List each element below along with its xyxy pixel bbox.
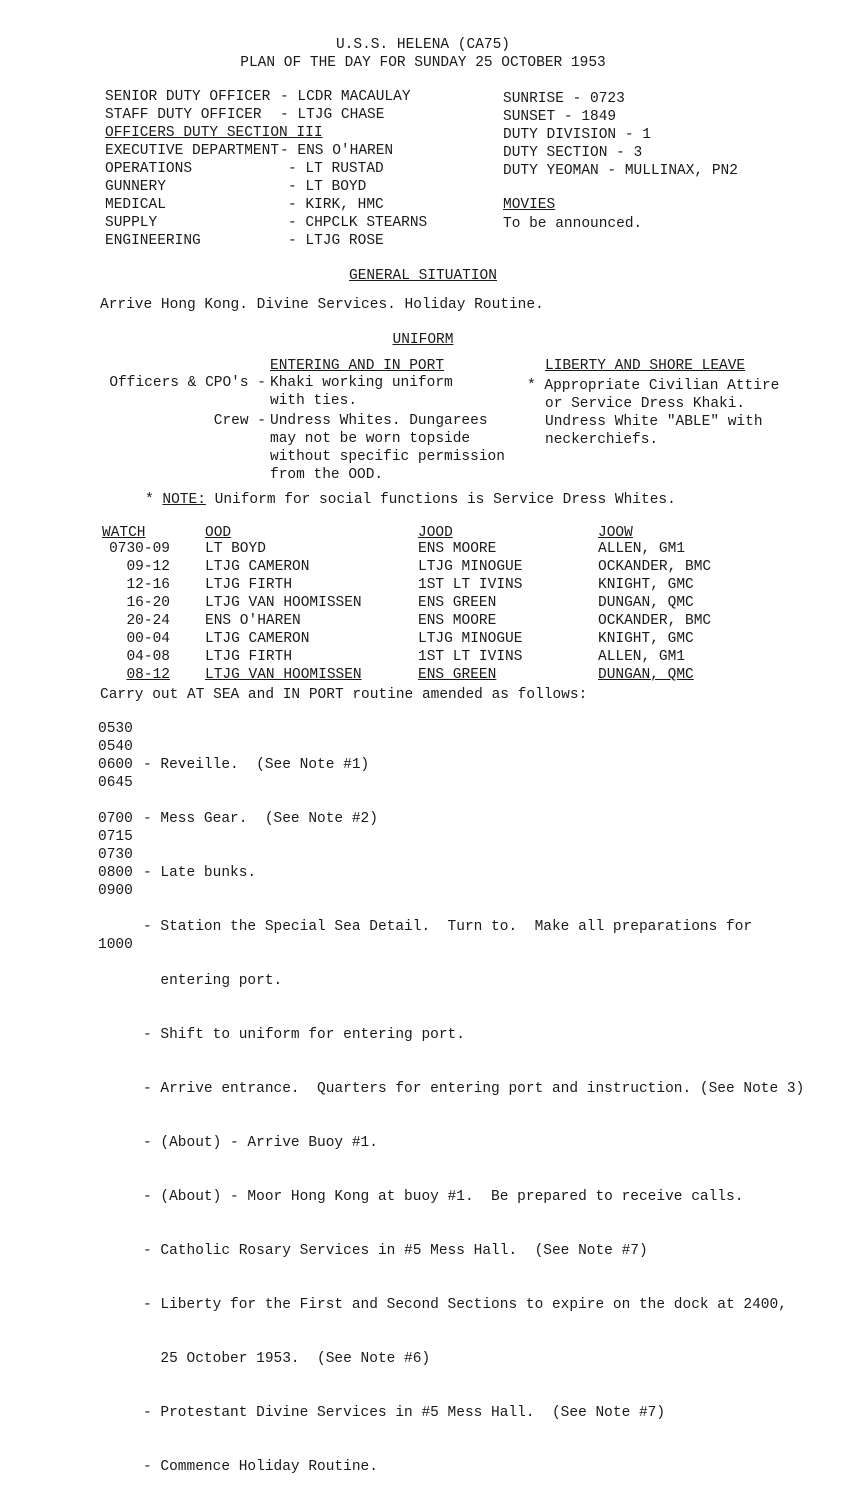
routine-intro: Carry out AT SEA and IN PORT routine amended as follows: <box>100 687 588 703</box>
table-cell: ENS GREEN <box>418 667 497 683</box>
duty-roster-names <box>280 88 427 250</box>
table-cell: 1ST LT IVINS <box>418 577 523 593</box>
roster-role: OPERATIONS <box>105 161 193 177</box>
roster-role: GUNNERY <box>105 179 166 195</box>
table-cell: DUNGAN, QMC <box>598 595 694 611</box>
liberty-uniform-line: or Service Dress Khaki. <box>545 396 746 412</box>
port-uniform-heading: ENTERING AND IN PORT <box>270 358 445 374</box>
table-cell: LT BOYD <box>205 541 266 557</box>
routine-entry: - Shift to uniform for entering port. <box>143 1027 465 1043</box>
movies-text: To be announced. <box>503 216 643 232</box>
crew-uniform-line: from the OOD. <box>270 467 384 483</box>
table-cell: ENS MOORE <box>418 541 497 557</box>
crew-uniform <box>270 412 505 484</box>
table-cell: ALLEN, GM1 <box>598 541 686 557</box>
roster-name: - LTJG CHASE <box>280 107 385 123</box>
routine-entry: - Commence Holiday Routine. <box>143 1459 378 1475</box>
table-cell: 0730-09 <box>109 541 170 557</box>
officers-uniform-line: Khaki working uniform <box>270 375 453 391</box>
routine-entry: entering port. <box>143 973 283 989</box>
table-cell: ENS O'HAREN <box>205 613 301 629</box>
table-cell: LTJG CAMERON <box>205 631 310 647</box>
routine-entry: - (About) - Arrive Buoy #1. <box>143 1135 378 1151</box>
roster-name: - ENS O'HAREN <box>280 143 394 159</box>
table-cell: 16-20 <box>126 595 170 611</box>
routine-entry: 25 October 1953. (See Note #6) <box>143 1351 431 1367</box>
table-cell: ALLEN, GM1 <box>598 649 686 665</box>
routine-entry: - Mess Gear. (See Note #2) <box>143 811 378 827</box>
roster-name: - KIRK, HMC <box>288 197 384 213</box>
table-cell: 1ST LT IVINS <box>418 649 523 665</box>
sunrise: SUNRISE - 0723 <box>503 91 625 107</box>
routine-entry: - Reveille. (See Note #1) <box>143 757 370 773</box>
liberty-uniform <box>527 377 779 449</box>
routine-entry: - (About) - Moor Hong Kong at buoy #1. Be prepared to receive calls. <box>143 1189 744 1205</box>
routine-time: 0530 <box>98 721 133 737</box>
routine-time: 0700 <box>98 811 133 827</box>
ship-title: U.S.S. HELENA (CA75) <box>335 37 511 53</box>
routine-entry: - Station the Special Sea Detail. Turn to. Make all preparations for <box>143 919 753 935</box>
routine-time: 0900 <box>98 883 133 899</box>
routine-time: 1000 <box>98 937 133 953</box>
table-cell: 12-16 <box>126 577 170 593</box>
roster-name <box>280 124 427 142</box>
ood-col <box>205 540 362 684</box>
uniform-heading: UNIFORM <box>392 332 454 348</box>
liberty-uniform-line: Undress White "ABLE" with <box>545 414 763 430</box>
joow-col <box>598 540 711 684</box>
table-cell: LTJG MINOGUE <box>418 631 523 647</box>
watch-col <box>80 540 170 684</box>
note-star: * <box>145 492 154 508</box>
table-cell: OCKANDER, BMC <box>598 559 712 575</box>
routine-time <box>98 900 133 918</box>
routine-time: 0715 <box>98 829 133 845</box>
roster-role: STAFF DUTY OFFICER <box>105 107 262 123</box>
routine-entry: - Arrive entrance. Quarters for entering port and instruction. (See Note 3) <box>143 1081 805 1097</box>
routine-times <box>98 720 133 972</box>
ood-header: OOD <box>205 525 232 541</box>
roster-role: SENIOR DUTY OFFICER <box>105 89 271 105</box>
note-label: NOTE: <box>162 492 206 508</box>
table-cell: LTJG VAN HOOMISSEN <box>205 595 362 611</box>
routine-time: 0645 <box>98 775 133 791</box>
officers-label: Officers & CPO's - <box>109 375 266 391</box>
roster-name: - LT BOYD <box>288 179 367 195</box>
table-cell: KNIGHT, GMC <box>598 577 694 593</box>
liberty-uniform-heading: LIBERTY AND SHORE LEAVE <box>545 358 746 374</box>
table-cell: 20-24 <box>126 613 170 629</box>
routine-time: 0540 <box>98 739 133 755</box>
table-cell: 09-12 <box>126 559 170 575</box>
roster-name: - LT RUSTAD <box>288 161 384 177</box>
table-cell: KNIGHT, GMC <box>598 631 694 647</box>
table-cell: DUNGAN, QMC <box>598 667 694 683</box>
table-cell: ENS MOORE <box>418 613 497 629</box>
uniform-note <box>145 491 676 509</box>
plan-title: PLAN OF THE DAY FOR SUNDAY 25 OCTOBER 1953 <box>240 55 606 71</box>
jood-col <box>418 540 522 684</box>
table-cell: LTJG FIRTH <box>205 649 293 665</box>
crew-uniform-line: Undress Whites. Dungarees <box>270 413 488 429</box>
general-situation-text: Arrive Hong Kong. Divine Services. Holiday Routine. <box>100 297 544 313</box>
crew-uniform-line: without specific permission <box>270 449 505 465</box>
table-cell: ENS GREEN <box>418 595 497 611</box>
routine-time: 0600 <box>98 757 133 773</box>
watch-header: WATCH <box>102 525 146 541</box>
jood-header: JOOD <box>418 525 453 541</box>
roster-role: OFFICERS DUTY SECTION III <box>105 125 323 141</box>
routine-entries <box>143 720 804 1512</box>
routine-entry: - Liberty for the First and Second Sections to expire on the dock at 2400, <box>143 1297 787 1313</box>
roster-role: ENGINEERING <box>105 233 201 249</box>
liberty-uniform-line: neckerchiefs. <box>545 432 659 448</box>
table-cell: LTJG CAMERON <box>205 559 310 575</box>
officers-uniform <box>270 374 453 410</box>
officers-uniform-line: with ties. <box>270 393 358 409</box>
general-situation-heading: GENERAL SITUATION <box>349 268 497 284</box>
roster-name: - CHPCLK STEARNS <box>288 215 428 231</box>
table-cell: LTJG VAN HOOMISSEN <box>205 667 362 683</box>
note-text: Uniform for social functions is Service Dress Whites. <box>214 492 676 508</box>
liberty-uniform-line: * Appropriate Civilian Attire <box>527 378 780 394</box>
right-info <box>503 90 738 180</box>
crew-uniform-line: may not be worn topside <box>270 431 471 447</box>
table-cell: LTJG FIRTH <box>205 577 293 593</box>
roster-role: MEDICAL <box>105 197 166 213</box>
sunset: SUNSET - 1849 <box>503 109 617 125</box>
routine-time: 0800 <box>98 865 133 881</box>
table-cell: 00-04 <box>126 631 170 647</box>
routine-entry: - Late bunks. <box>143 865 257 881</box>
table-cell: 08-12 <box>126 667 170 683</box>
routine-entry: - Protestant Divine Services in #5 Mess Hall. (See Note #7) <box>143 1405 666 1421</box>
table-cell: LTJG MINOGUE <box>418 559 523 575</box>
movies-heading: MOVIES <box>503 197 556 213</box>
crew-label: Crew - <box>213 413 266 429</box>
table-cell: 04-08 <box>126 649 170 665</box>
duty-section: DUTY SECTION - 3 <box>503 145 643 161</box>
table-cell: OCKANDER, BMC <box>598 613 712 629</box>
duty-division: DUTY DIVISION - 1 <box>503 127 651 143</box>
routine-time <box>98 954 133 972</box>
roster-name: - LCDR MACAULAY <box>280 89 411 105</box>
routine-time: 0730 <box>98 847 133 863</box>
duty-yeoman: DUTY YEOMAN - MULLINAX, PN2 <box>503 163 738 179</box>
roster-role: SUPPLY <box>105 215 158 231</box>
roster-role: EXECUTIVE DEPARTMENT <box>105 143 280 159</box>
joow-header: JOOW <box>598 525 633 541</box>
routine-entry: - Catholic Rosary Services in #5 Mess Hall. (See Note #7) <box>143 1243 648 1259</box>
roster-name: - LTJG ROSE <box>288 233 384 249</box>
